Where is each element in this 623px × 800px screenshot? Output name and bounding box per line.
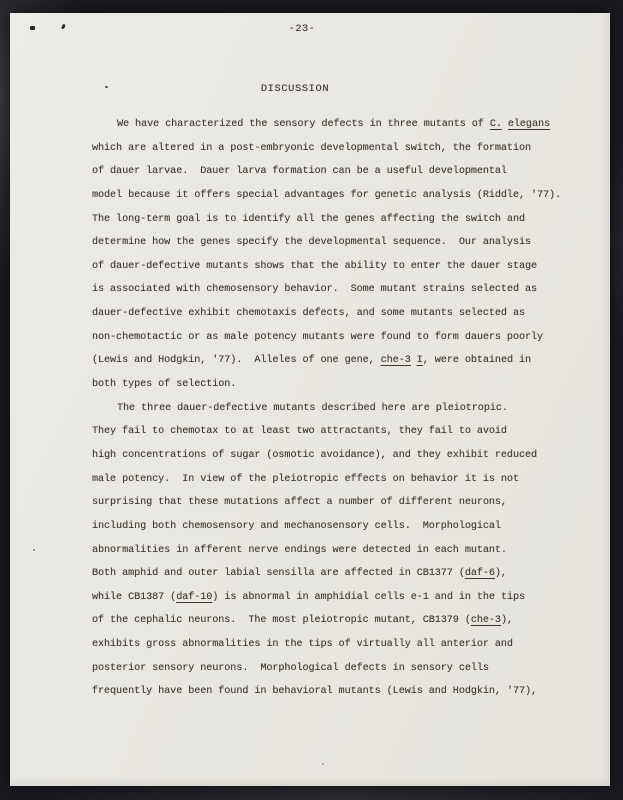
text-line: [92, 326, 592, 350]
text-segment: dauer-defective exhibit chemotaxis defects, and some mutants selected as: [92, 308, 525, 320]
paragraph: [92, 397, 592, 704]
text-segment: The long-term goal is to identify all the genes affecting the switch and: [92, 213, 525, 225]
text-line: [92, 420, 592, 444]
text-segment: exhibits gross abnormalities in the tips of virtually all anterior and: [92, 639, 513, 651]
underlined-term: daf-10: [176, 591, 213, 603]
text-segment: frequently have been found in behavioral mutants (Lewis and Hodgkin, '77),: [92, 686, 537, 698]
underlined-term: C.: [489, 119, 502, 130]
text-segment: of the cephalic neurons. The most pleiotropic mutant, CB1379 (: [92, 615, 471, 627]
text-line: [92, 491, 592, 515]
text-segment: of dauer-defective mutants shows that the ability to enter the dauer stage: [92, 260, 537, 272]
text-line: [92, 255, 592, 279]
text-segment: while CB1387 (: [92, 591, 177, 603]
text-segment: male potency. In view of the pleiotropic effects on behavior it is not: [92, 473, 519, 485]
text-segment: We have characterized the sensory defects in three mutants of: [117, 119, 490, 130]
text-line: [92, 208, 592, 232]
text-segment: both types of selection.: [92, 379, 237, 391]
text-segment: They fail to chemotax to at least two attractants, they fail to avoid: [92, 426, 507, 438]
text-line: [92, 468, 592, 492]
text-line: [92, 562, 592, 586]
ink-speck: [33, 549, 35, 551]
paragraph: [92, 113, 592, 397]
text-line: [92, 160, 592, 184]
page-body: [92, 113, 592, 704]
text-segment: surprising that these mutations affect a number of different neurons,: [92, 497, 507, 509]
text-line: [92, 278, 592, 302]
text-line: [92, 515, 592, 539]
text-line: [92, 680, 592, 704]
underlined-term: daf-6: [464, 568, 495, 580]
text-line: [92, 302, 592, 326]
text-line: [92, 657, 592, 681]
scanned-page: [10, 13, 610, 786]
text-segment: posterior sensory neurons. Morphological defects in sensory cells: [92, 662, 489, 674]
text-line: [92, 539, 592, 563]
text-line: [92, 373, 592, 397]
page-number: -23-: [288, 24, 316, 35]
text-segment: non-chemotactic or as male potency mutants were found to form dauers poorly: [92, 331, 544, 343]
text-segment: abnormalities in afferent nerve endings were detected in each mutant.: [92, 544, 507, 556]
text-segment: is associated with chemosensory behavior. Some mutant strains selected as: [92, 284, 537, 296]
text-line: [92, 349, 592, 373]
text-segment: which are altered in a post-embryonic developmental switch, the formation: [92, 142, 531, 154]
text-line: [92, 633, 592, 657]
text-segment: (Lewis and Hodgkin, '77). Alleles of one gene,: [92, 355, 381, 367]
text-segment: ) is abnormal in amphidial cells e-1 and in the tips: [212, 591, 525, 603]
ink-speck: [322, 763, 324, 765]
text-line: [92, 184, 592, 208]
text-line: [92, 586, 592, 610]
underlined-term: I: [416, 355, 423, 367]
underlined-term: che-3: [470, 615, 501, 627]
text-segment: of dauer larvae. Dauer larva formation can be a useful developmental: [92, 166, 507, 178]
text-segment: including both chemosensory and mechanosensory cells. Morphological: [92, 520, 501, 532]
underlined-term: che-3: [380, 355, 411, 367]
text-segment: Both amphid and outer labial sensilla are affected in CB1377 (: [92, 568, 465, 580]
text-segment: model because it offers special advantages for genetic analysis (Riddle, '77).: [92, 189, 562, 201]
underlined-term: elegans: [507, 119, 550, 130]
text-line: [92, 444, 592, 468]
text-line: [92, 113, 592, 137]
text-segment: The three dauer-defective mutants described here are pleiotropic.: [117, 402, 508, 414]
text-segment: determine how the genes specify the developmental sequence. Our analysis: [92, 237, 531, 249]
text-line: [92, 231, 592, 255]
text-segment: ),: [500, 615, 513, 627]
text-segment: ),: [494, 568, 507, 580]
text-line: [92, 137, 592, 161]
text-line: [92, 397, 592, 421]
text-line: [92, 609, 592, 633]
section-heading: DISCUSSION: [260, 83, 330, 95]
text-segment: , were obtained in: [422, 355, 532, 367]
text-segment: high concentrations of sugar (osmotic avoidance), and they exhibit reduced: [92, 449, 537, 461]
